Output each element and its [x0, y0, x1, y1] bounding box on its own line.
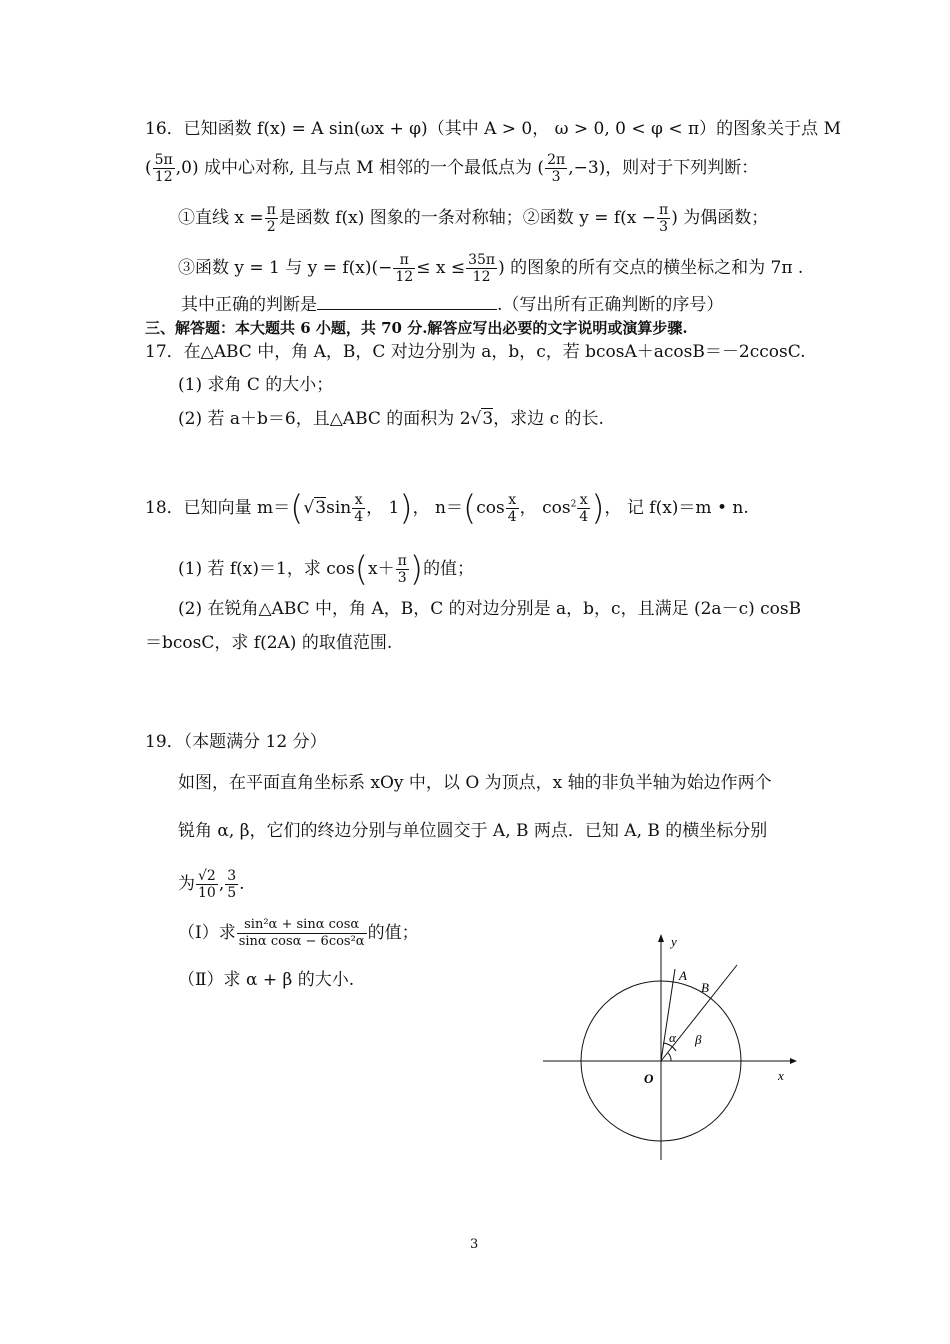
- alpha-label: α: [669, 1030, 676, 1045]
- q18-stem: 18．已知向量 m＝(√3sin $\frac{x}{4}$ ， 1)， n＝(cos $\frac{x}{4}$ ， $\cos^2$ $\frac{x}{4}$ )， 记 f(x)＝m • n.: [145, 488, 749, 529]
- q19-frac-3-5: $\frac{3}{5}$: [227, 868, 237, 901]
- q16-answer-line: 其中正确的判断是 .（写出所有正确判断的序号）: [181, 291, 723, 316]
- q18-frac-pi3: $\frac{\pi}{3}$: [397, 553, 407, 586]
- section3-heading: 三、解答题：本大题共 6 小题，共 70 分.解答应写出必要的文字说明或演算步骤.: [145, 319, 688, 337]
- y-axis-arrow-icon: [658, 934, 664, 942]
- q16-frac-pi12: $\frac{\pi}{12}$: [395, 252, 414, 285]
- q19-header: 19．（本题满分 12 分）: [145, 732, 327, 752]
- q16-answer-blank[interactable]: [317, 291, 497, 310]
- point-A-label: A: [679, 968, 687, 983]
- q18-frac-x4-b: $\frac{x}{4}$: [507, 492, 517, 525]
- q19-part1: （Ⅰ）求 $\frac{\text{sin²α + sinα cosα}}{\text{sinα cosα − 6cos²α}}$ 的值；: [178, 917, 419, 949]
- q18-frac-x4-c: $\frac{x}{4}$: [579, 492, 589, 525]
- beta-arc: [668, 1053, 671, 1061]
- q16-judgement-3: ③函数 y = 1 与 y = f(x)(− $\frac{\pi}{12}$ ≤ x ≤ $\frac{35\pi}{12}$ ) 的图象的所有交点的横坐标之和为 7π .: [178, 252, 804, 285]
- q18-part2a: (2) 在锐角△ABC 中，角 A，B，C 的对边分别是 a，b，c，且满足 (2a－c) cosB: [178, 599, 802, 619]
- point-B-label: B: [701, 980, 709, 995]
- q19-part2: （Ⅱ）求 α + β 的大小.: [178, 970, 355, 990]
- q16-frac-2pi3: $\frac{2\pi}{3}$: [547, 152, 566, 185]
- q17-part2: (2) 若 a＋b＝6，且△ABC 的面积为 2√3，求边 c 的长.: [178, 409, 604, 429]
- q19-line2: 锐角 α, β，它们的终边分别与单位圆交于 A, B 两点．已知 A, B 的横坐标分别: [178, 821, 768, 841]
- q16-frac-pi3: $\frac{\pi}{3}$: [659, 202, 669, 235]
- q16-line2: ( $\frac{5\pi}{12}$ ,0) 成中心对称, 且与点 M 相邻的一个最低点为 ( $\frac{2\pi}{3}$ ,−3)，则对于下列判断：: [145, 152, 759, 185]
- q19-trig-fraction: $\frac{\text{sin²α + sinα cosα}}{\text{sinα cosα − 6cos²α}}$: [238, 917, 365, 949]
- q16-frac-5pi12: $\frac{5\pi}{12}$: [154, 152, 173, 185]
- q16-frac-35pi12: $\frac{35\pi}{12}$: [468, 252, 496, 285]
- q18-part1: (1) 若 f(x)＝1，求 cos(x＋ $\frac{\pi}{3}$ )的值；: [178, 549, 475, 590]
- x-axis-arrow-icon: [790, 1058, 797, 1064]
- q19-frac-sqrt2-10: $\frac{√2}{10}$: [198, 868, 216, 901]
- origin-label: O: [644, 1071, 654, 1086]
- q19-line1: 如图，在平面直角坐标系 xOy 中，以 O 为顶点，x 轴的非负半轴为始边作两个: [178, 773, 772, 793]
- q18-part2b: ＝bcosC，求 f(2A) 的取值范围.: [145, 633, 393, 653]
- q17-stem: 17．在△ABC 中，角 A，B，C 对边分别为 a，b，c，若 bcosA＋acosB＝－2ccosC.: [145, 342, 806, 362]
- q16-frac-pi2: $\frac{\pi}{2}$: [266, 202, 276, 235]
- q16-judgement-1-2: ①直线 x = $\frac{\pi}{2}$ 是函数 f(x) 图象的一条对称轴；②函数 y = f(x − $\frac{\pi}{3}$ ) 为偶函数；: [178, 202, 769, 235]
- page-number: 3: [470, 1237, 479, 1252]
- x-label: x: [778, 1068, 784, 1083]
- unit-circle-figure: [535, 930, 805, 1170]
- q16-line1: 16．已知函数 f(x) = A sin(ωx + φ)（其中 A > 0， ω > 0, 0 < φ < π）的图象关于点 M: [145, 119, 841, 139]
- q17-part1: (1) 求角 C 的大小；: [178, 375, 334, 395]
- q19-line3: 为 $\frac{√2}{10}$ , $\frac{3}{5}$ .: [178, 868, 245, 901]
- q18-frac-x4-a: $\frac{x}{4}$: [354, 492, 364, 525]
- y-label: y: [671, 934, 677, 949]
- beta-label: β: [695, 1032, 702, 1047]
